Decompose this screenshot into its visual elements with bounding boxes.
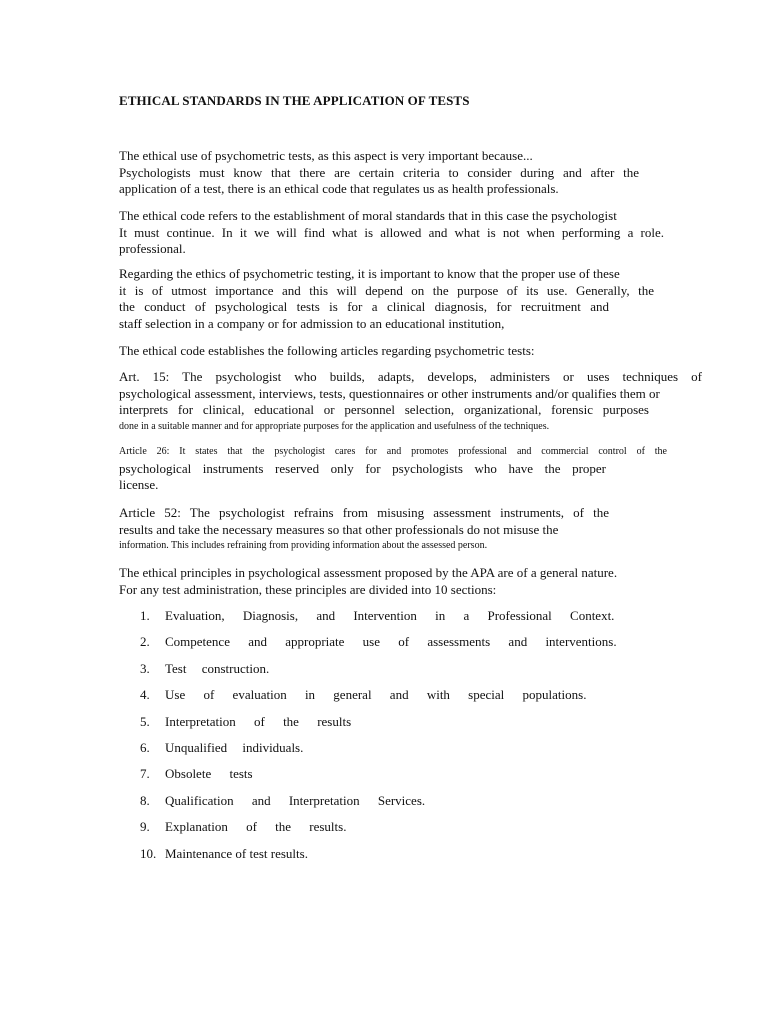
sections-list (140, 607, 617, 871)
paragraph-ethics-testing (119, 266, 703, 332)
paragraph-articles-intro (119, 343, 703, 360)
list-number: 5. (140, 713, 150, 729)
list-number: 2. (140, 634, 150, 650)
list-item (140, 792, 617, 818)
text-line: Article 52: The psychologist refrains from misusing assessment instruments, of the (119, 505, 609, 520)
list-text: Unqualified individuals. (165, 739, 304, 755)
paragraph-ethical-code (119, 208, 703, 258)
text-line: The ethical principles in psychological assessment proposed by the APA are of a general nature. (119, 565, 618, 580)
list-text: Maintenance of test results. (165, 845, 308, 861)
text-line: It must continue. In it we will find what is allowed and what is not when performing a role. (119, 224, 664, 240)
paragraph-intro (119, 148, 703, 198)
text-line: Art. 15: The psychologist who builds, adapts, develops, administers or uses techniques of (119, 369, 702, 384)
text-line: psychological assessment, interviews, tests, questionnaires or other instruments and/or qualifies them or (119, 385, 660, 401)
list-item (140, 686, 617, 712)
text-line: Article 26: It states that the psychologist cares for and promotes professional and commercial control of the (119, 446, 667, 457)
text-line: Psychologists must know that there are certain criteria to consider during and after the (119, 164, 639, 180)
text-line: information. This includes refraining from providing information about the assessed person. (119, 540, 488, 551)
text-line: Regarding the ethics of psychometric testing, it is important to know that the proper use of these (119, 266, 620, 281)
text-line: application of a test, there is an ethical code that regulates us as health professionals. (119, 181, 559, 196)
article-15 (119, 369, 703, 435)
text-line: The ethical code establishes the following articles regarding psychometric tests: (119, 343, 535, 358)
list-item (140, 633, 617, 659)
list-number: 7. (140, 766, 150, 782)
document-title: ETHICAL STANDARDS IN THE APPLICATION OF TESTS (119, 93, 470, 108)
list-item (140, 607, 617, 633)
list-number: 6. (140, 739, 150, 755)
text-line: license. (119, 477, 159, 492)
text-line: professional. (119, 241, 186, 256)
text-line: psychological instruments reserved only for psychologists who have the proper (119, 460, 606, 476)
list-text: Competence and appropriate use of assessments and interventions. (165, 634, 617, 650)
list-text: Test construction. (165, 660, 270, 676)
list-text: Obsolete tests (165, 766, 253, 782)
text-line: interprets for clinical, educational or personnel selection, organizational, forensic purposes (119, 402, 649, 417)
list-item (140, 765, 617, 791)
list-item (140, 845, 617, 871)
list-item (140, 713, 617, 739)
text-line: it is of utmost importance and this will depend on the purpose of its use. Generally, the (119, 282, 654, 298)
text-line: done in a suitable manner and for appropriate purposes for the application and usefulness of the techniques. (119, 420, 550, 432)
text-line: the conduct of psychological tests is for a clinical diagnosis, for recruitment and (119, 299, 609, 314)
article-26 (119, 444, 703, 494)
list-text: Use of evaluation in general and with special populations. (165, 687, 587, 703)
list-number: 4. (140, 687, 150, 703)
list-item (140, 818, 617, 844)
text-line: For any test administration, these principles are divided into 10 sections: (119, 581, 497, 597)
text-line: staff selection in a company or for admission to an educational institution, (119, 315, 505, 331)
article-52 (119, 505, 703, 555)
list-number: 3. (140, 660, 150, 676)
list-item (140, 739, 617, 765)
list-number: 8. (140, 792, 150, 808)
text-line: results and take the necessary measures so that other professionals do not misuse the (119, 521, 559, 537)
list-number: 10. (140, 845, 157, 861)
list-text: Explanation of the results. (165, 819, 347, 835)
list-text: Evaluation, Diagnosis, and Intervention in a Professional Context. (165, 608, 615, 623)
list-text: Qualification and Interpretation Services. (165, 792, 426, 808)
list-item (140, 660, 617, 686)
text-line: The ethical code refers to the establishment of moral standards that in this case the psychologist (119, 208, 617, 223)
paragraph-apa-principles (119, 565, 703, 598)
list-number: 1. (140, 608, 150, 623)
list-number: 9. (140, 819, 150, 835)
text-line: The ethical use of psychometric tests, as this aspect is very important because... (119, 148, 533, 163)
list-text: Interpretation of the results (165, 713, 352, 729)
